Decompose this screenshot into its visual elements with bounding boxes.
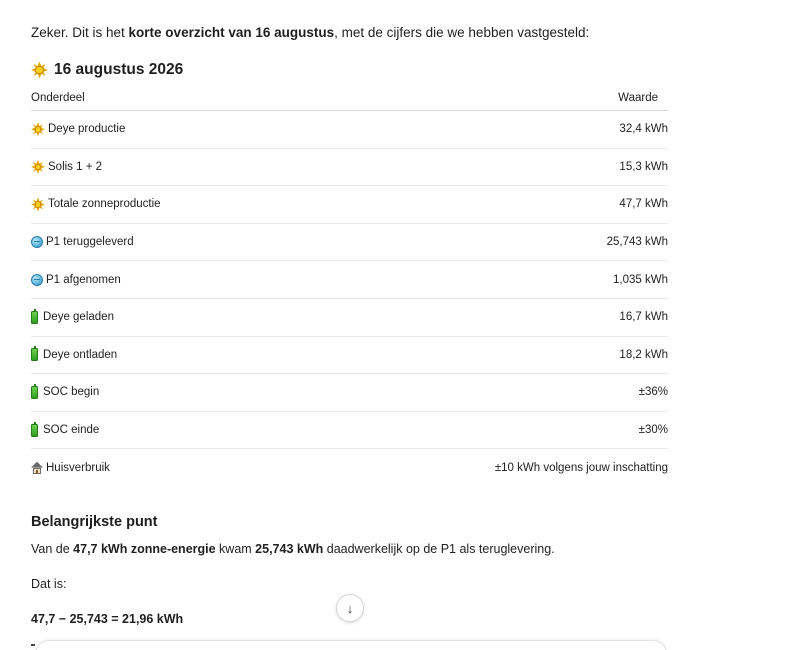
row-value: 16,7 kWh	[163, 298, 668, 336]
row-value: 32,4 kWh	[163, 111, 668, 149]
table-row	[31, 111, 668, 149]
row-label: Huisverbruik	[46, 461, 110, 474]
row-label: Deye productie	[48, 123, 126, 136]
row-value: ±36%	[163, 374, 668, 412]
row-label: P1 afgenomen	[46, 273, 121, 286]
dat-is-paragraph: Dat is:	[31, 577, 67, 591]
house-icon	[31, 462, 43, 474]
globe-icon	[31, 274, 43, 286]
table-row	[31, 148, 668, 186]
table-row	[31, 223, 668, 261]
table-row	[31, 261, 668, 299]
table-header-row	[31, 86, 668, 111]
row-label-cell	[31, 374, 163, 412]
row-value: ±10 kWh volgens jouw inschatting	[494, 461, 668, 474]
message-input-box[interactable]	[35, 640, 667, 650]
row-label: P1 teruggeleverd	[46, 236, 134, 249]
sun-icon	[31, 160, 45, 174]
intro-text	[31, 24, 589, 42]
p1-text-3: daadwerkelijk op de P1 als teruglevering.	[323, 542, 555, 556]
battery-icon	[31, 311, 38, 324]
p1-bold-1: 47,7 kWh zonne-energie	[73, 542, 216, 556]
scroll-down-button[interactable]	[336, 594, 364, 622]
row-label: Deye ontladen	[43, 348, 118, 361]
overview-table	[31, 86, 668, 486]
key-point-paragraph	[31, 540, 555, 558]
row-value: 15,3 kWh	[163, 148, 668, 186]
p1-bold-2: 25,743 kWh	[255, 542, 324, 556]
table-row	[31, 411, 668, 449]
row-label-cell	[31, 449, 163, 486]
table-row	[31, 298, 668, 336]
row-value: ±30%	[163, 411, 668, 449]
row-label-cell	[31, 336, 163, 374]
calculation-line: 47,7 − 25,743 = 21,96 kWh	[31, 612, 184, 626]
p1-text-2: kwam	[215, 542, 256, 556]
row-label: Deye geladen	[43, 311, 114, 324]
sun-icon	[31, 62, 48, 79]
table-row	[31, 449, 668, 486]
table-row	[31, 374, 668, 412]
row-label: Solis 1 + 2	[48, 160, 103, 173]
battery-icon	[31, 386, 38, 399]
row-label: Totale zonneproductie	[48, 198, 161, 211]
section-heading	[31, 60, 183, 80]
battery-icon	[31, 348, 38, 361]
row-label-cell	[31, 148, 163, 186]
heading-date: 16 augustus 2026	[54, 61, 184, 78]
row-value: 1,035 kWh	[163, 261, 668, 299]
table-row	[31, 186, 668, 224]
row-label-cell	[31, 298, 163, 336]
row-value: 18,2 kWh	[163, 336, 668, 374]
section-title: Belangrijkste punt	[31, 514, 158, 530]
arrow-down-icon: ↓	[346, 600, 354, 616]
sun-icon	[31, 122, 45, 136]
globe-icon	[31, 236, 43, 248]
sun-icon	[31, 197, 45, 211]
row-value: 25,743 kWh	[163, 223, 668, 261]
row-label-cell	[31, 186, 163, 224]
row-label: SOC einde	[43, 424, 100, 437]
p1-text-1: Van de	[31, 542, 74, 556]
battery-icon	[31, 424, 38, 437]
row-label: SOC begin	[43, 386, 100, 399]
row-value: 47,7 kWh	[163, 186, 668, 224]
row-label-cell	[31, 111, 163, 149]
table-row	[31, 336, 668, 374]
column-header-onderdeel: Onderdeel	[31, 86, 163, 111]
row-label-cell	[31, 261, 163, 299]
column-header-waarde: Waarde	[163, 86, 668, 111]
intro-after: , met de cijfers die we hebben vastgesteld:	[334, 25, 590, 40]
row-label-cell	[31, 411, 163, 449]
list-bullet-fragment	[31, 644, 35, 646]
intro-bold: korte overzicht van 16 augustus	[128, 25, 335, 40]
row-label-cell	[31, 223, 163, 261]
intro-before: Zeker. Dit is het	[31, 25, 129, 40]
